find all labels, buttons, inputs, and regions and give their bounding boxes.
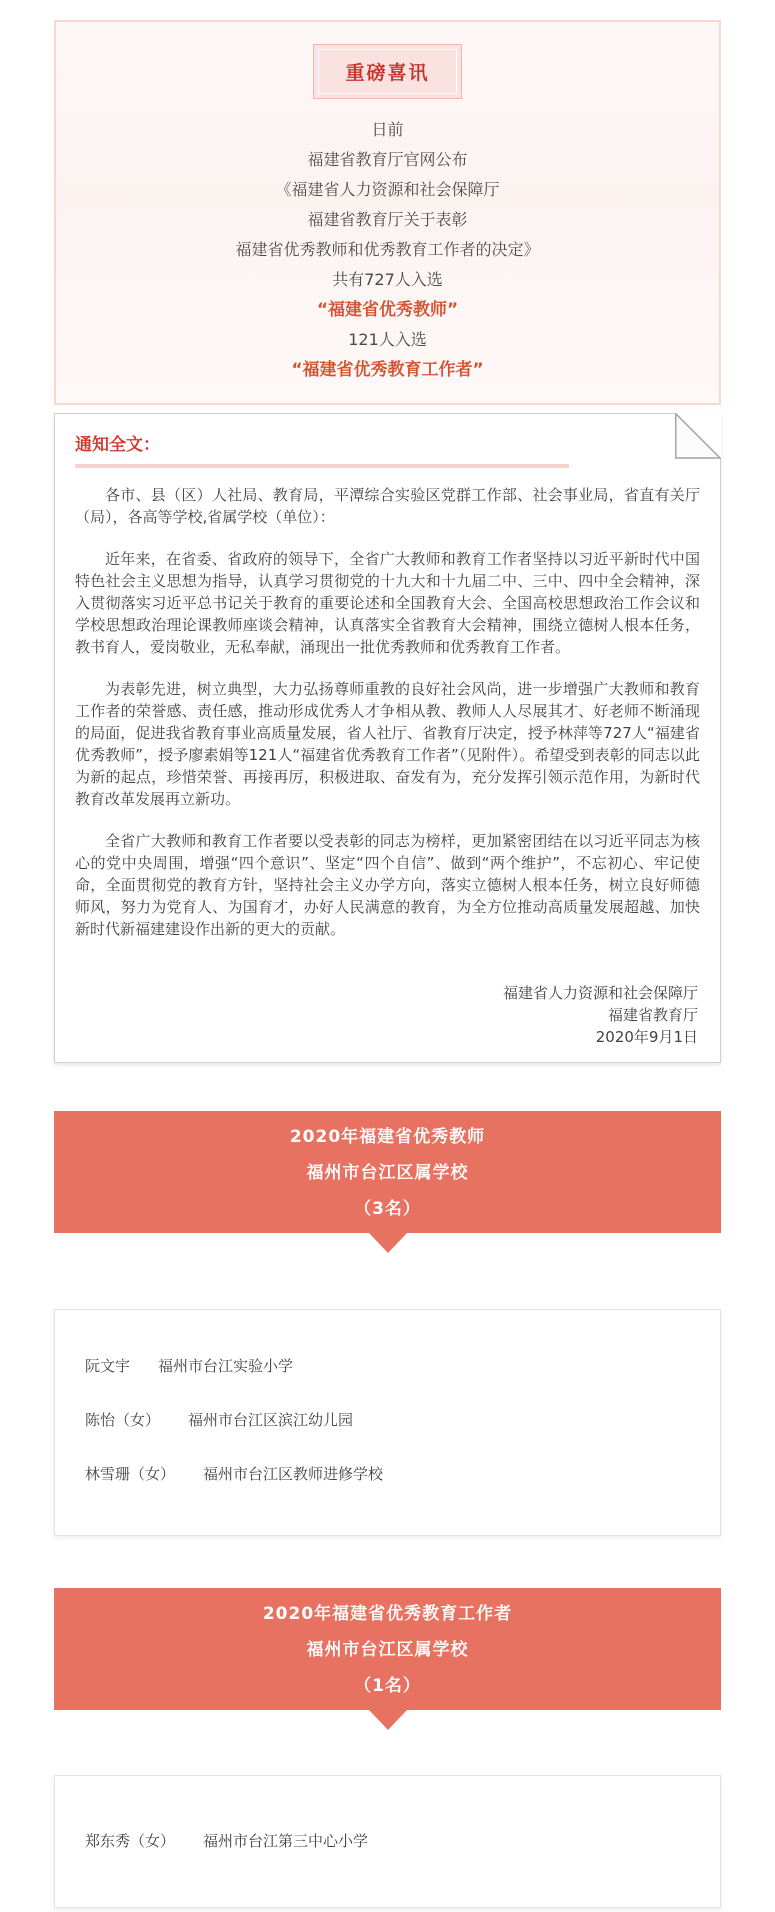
teachers-section xyxy=(54,1111,721,1536)
hero-card xyxy=(54,20,721,405)
hero-line: 共有727人入选 xyxy=(332,270,443,289)
hero-line-highlight: “福建省优秀教育工作者” xyxy=(291,360,484,380)
notice-paragraph: 全省广大教师和教育工作者要以受表彰的同志为榜样，更加紧密团结在以习近平同志为核心的党中央周围，增强“四个意识”、坚定“四个自信”、做到“两个维护”，不忘初心、牢记使命，全面贯彻党的教育方针，坚持社会主义办学方向，落实立德树人根本任务，树立良好师德师风，努力为党育人、为国育才，办好人民满意的教育，为全方位推动高质量发展超越、加快新时代新福建建设作出新的更大的贡献。 xyxy=(75,832,700,938)
notice-card xyxy=(54,413,721,1063)
hero-line: 福建省教育厅官网公布 xyxy=(307,150,468,169)
banner-title: 2020年福建省优秀教育工作者 xyxy=(262,1604,513,1624)
article-page xyxy=(54,0,721,1908)
awardee-school: 福州市台江实验小学 xyxy=(158,1357,294,1375)
hero-line: 《福建省人力资源和社会保障厅 xyxy=(275,180,500,199)
notice-paragraph: 近年来，在省委、省政府的领导下，全省广大教师和教育工作者坚持以习近平新时代中国特色社会主义思想为指导，认真学习贯彻党的十九大和十九届二中、三中、四中全会精神，深入贯彻落实习近平总书记关于教育的重要论述和全国教育大会、全国高校思想政治工作会议和学校思想政治理论课教师座谈会精神，认真落实全省教育大会精神，围绕立德树人根本任务，教书育人，爱岗敬业，无私奉献，涌现出一批优秀教师和优秀教育工作者。 xyxy=(75,550,700,656)
notice-body xyxy=(75,484,700,940)
banner-title: 2020年福建省优秀教师 xyxy=(289,1127,486,1147)
notice-paragraph: 各市、县（区）人社局、教育局，平潭综合实验区党群工作部、社会事业局，省直有关厅（局），各高等学校,省属学校（单位）： xyxy=(75,486,700,526)
hero-line: 福建省优秀教师和优秀教育工作者的决定》 xyxy=(235,240,540,259)
awardee-name: 阮文宇 xyxy=(85,1357,131,1375)
banner-count: （1名） xyxy=(354,1676,421,1696)
hero-lines xyxy=(76,115,699,385)
teachers-banner xyxy=(54,1111,721,1233)
headline-badge-label: 重磅喜讯 xyxy=(318,49,456,94)
banner-subtitle: 福州市台江区属学校 xyxy=(306,1640,469,1660)
banner-arrow-down-icon xyxy=(369,1710,407,1730)
notice-paragraph: 为表彰先进，树立典型，大力弘扬尊师重教的良好社会风尚，进一步增强广大教师和教育工作者的荣誉感、责任感，推动形成优秀人才争相从教、教师人人尽展其才、好老师不断涌现的局面，促进我省教育事业高质量发展，省人社厅、省教育厅决定，授予林萍等727人“福建省优秀教师”，授予廖素娟等121人“福建省优秀教育工作者”（见附件）。希望受到表彰的同志以此为新的起点，珍惜荣誉、再接再厉，积极进取、奋发有为，充分发挥引领示范作用，为新时代教育改革发展再立新功。 xyxy=(75,680,700,808)
hero-line: 121人入选 xyxy=(348,330,427,349)
banner-subtitle: 福州市台江区属学校 xyxy=(306,1163,469,1183)
awardee-school: 福州市台江区滨江幼儿园 xyxy=(188,1411,354,1429)
workers-section xyxy=(54,1588,721,1908)
awardee-row xyxy=(85,1464,690,1485)
signature-org: 福建省教育厅 xyxy=(607,1006,698,1024)
folded-corner-icon xyxy=(675,413,721,459)
signature-date: 2020年9月1日 xyxy=(595,1028,698,1046)
awardee-row xyxy=(85,1356,690,1377)
awardee-row xyxy=(85,1410,690,1431)
headline-badge xyxy=(313,44,461,99)
hero-line: 福建省教育厅关于表彰 xyxy=(307,210,468,229)
workers-banner xyxy=(54,1588,721,1710)
signature-org: 福建省人力资源和社会保障厅 xyxy=(502,984,698,1002)
hero-line: 日前 xyxy=(371,120,404,139)
banner-arrow-down-icon xyxy=(369,1233,407,1253)
awardee-name: 郑东秀（女） xyxy=(85,1832,176,1850)
notice-title: 通知全文： xyxy=(75,435,160,455)
hero-line-highlight: “福建省优秀教师” xyxy=(316,300,459,320)
signature-block xyxy=(75,982,700,1048)
awardee-row xyxy=(85,1831,690,1852)
awardee-school: 福州市台江第三中心小学 xyxy=(203,1832,369,1850)
awardee-school: 福州市台江区教师进修学校 xyxy=(203,1465,384,1483)
title-underline xyxy=(75,464,569,468)
workers-names-card xyxy=(54,1775,721,1908)
banner-count: （3名） xyxy=(354,1199,421,1219)
awardee-name: 林雪珊（女） xyxy=(85,1465,176,1483)
teachers-names-card xyxy=(54,1309,721,1536)
awardee-name: 陈怡（女） xyxy=(85,1411,161,1429)
